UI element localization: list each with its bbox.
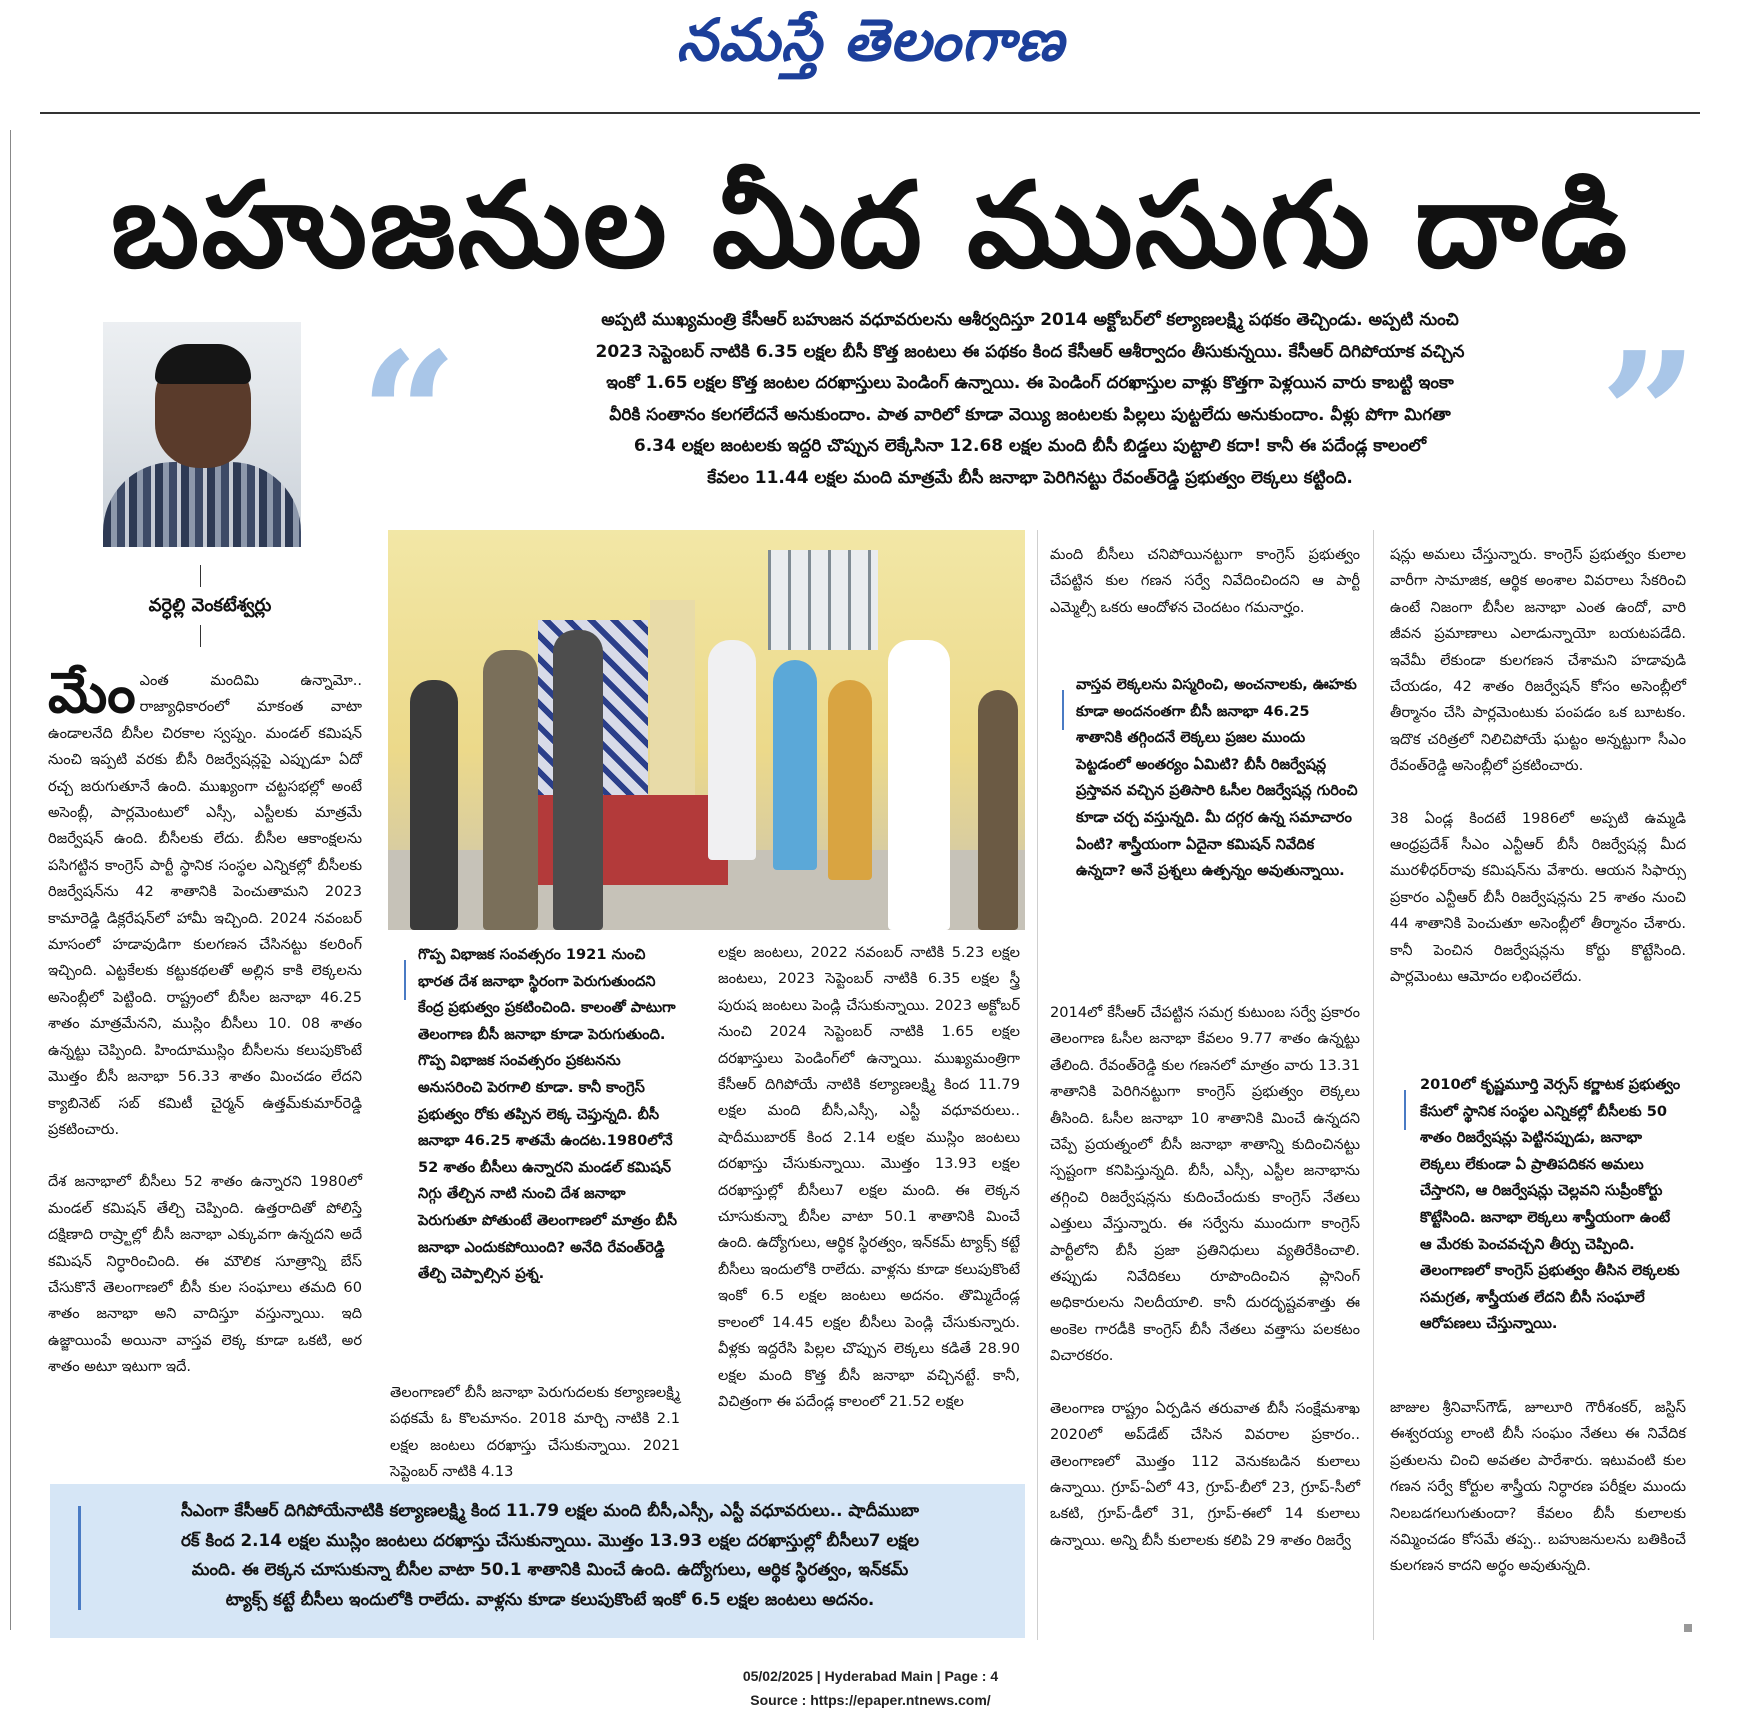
lead-quote-line: అప్పటి ముఖ్యమంత్రి కేసీఆర్ బహుజన వధూవరులను ఆశీర్వదిస్తూ 2014 అక్టోబర్‌లో కల్యాణలక్ష్మి పథకం తెచ్చిండు. అప్పటి నుంచి (601, 310, 1459, 330)
highlight-line: ట్యాక్స్ కట్టే బీసీలు ఇందులోకి రాలేదు. వాళ్లను కూడా కలుపుకొంటే ఇంకో 6.5 లక్షల జంటలు అదనం. (225, 1588, 875, 1609)
masthead (0, 0, 1741, 95)
open-quote-icon: “ (360, 315, 458, 515)
pull-quote-bar (404, 960, 406, 1000)
page-end-mark (1684, 1624, 1692, 1632)
article-column-5-lower (1390, 1395, 1686, 1606)
highlight-line: సీఎంగా కేసీఆర్ దిగిపోయేనాటికి కల్యాణలక్ష్మి కింద 11.79 లక్షల మంది బీసీ,ఎస్సీ, ఎస్టీ వధూవరులు.. షాదీముబా (181, 1500, 919, 1520)
pull-quote-bar (1062, 690, 1064, 730)
highlight-line: రక్ కింద 2.14 లక్షల ముస్లిం జంటలు దరఖాస్తు చేసుకున్నాయి. మొత్తం 13.93 లక్షల దరఖాస్తుల్లో బీసీలు7 లక్షల (180, 1529, 920, 1550)
pull-quote-bar (1404, 1090, 1406, 1130)
body-paragraph: దేశ జనాభాలో బీసీలు 52 శాతం ఉన్నారని 1980లో మండల్ కమిషన్ తేల్చి చెప్పింది. ఉత్తరాదితో పోలిస్తే దక్షిణాది రాష్ర్టాల్లో బీసీ జనాభా ఎక్కువగా ఉన్నదని అదే కమిషన్ నిర్ధారించింది. ఈ మౌలిక సూత్రాన్ని బేస్ చేసుకొనే తెలంగాణలో బీసీ కుల సంఘాలు తమది 60 శాతం జనాభా అని వాదిస్తూ వస్తున్నాయి. ఇది ఉజ్జాయింపే అయినా వాస్తవ లెక్క కూడా ఒకటి, అర శాతం అటూ ఇటుగా ఇదే. (48, 1173, 362, 1376)
column-divider (1373, 530, 1374, 1640)
newspaper-logo: నమస్తే తెలంగాణ (676, 6, 1065, 74)
body-paragraph: తెలంగాణ రాష్ట్రం ఏర్పడిన తరువాత బీసీ సంక్షేమశాఖ 2020లో అప్‌డేట్ చేసిన వివరాల ప్రకారం.. తెలంగాణలో మొత్తం 112 వెనుకబడిన కులాలు ఉన్నాయి. గ్రూప్-ఏలో 43, గ్రూప్-బీలో 23, గ్రూప్-సీలో ఒకటి, గ్రూప్-డీలో 31, గ్రూప్-ఈలో 14 కులాలు ఉన్నాయి. అన్ని బీసీ కులాలకు కలిపి 29 శాతం రిజర్వే (1050, 1399, 1360, 1549)
article-column-4-lower (1050, 1000, 1360, 1580)
masthead-divider (40, 112, 1700, 114)
article-column-4 (1050, 542, 1360, 647)
drop-cap: మేం (48, 660, 136, 726)
page-left-border (10, 130, 11, 1630)
close-quote-icon: ” (1600, 315, 1698, 515)
highlight-bar (78, 1506, 81, 1610)
body-paragraph: మంది బీసీలు చనిపోయినట్టుగా కాంగ్రెస్ ప్రభుత్వం చేపట్టిన కుల గణన సర్వే నివేదించిందని ఆ పార్టీ ఎమ్మెల్సీ ఒకరు ఆందోళన చెందటం గమనార్హం. (1050, 546, 1360, 616)
pull-quote: 2010లో కృష్ణమూర్తి వెర్సస్ కర్ణాటక ప్రభుత్వం కేసులో స్థానిక సంస్థల ఎన్నికల్లో బీసీలకు 50 శాతం రిజర్వేషన్లు పెట్టినప్పుడు, జనాభా లెక్కలు లేకుండా ఏ ప్రాతిపదికన అమలు చేస్తారని, ఆ రిజర్వేషన్లు చెల్లవని సుప్రీంకోర్టు కొట్టేసింది. జనాభా లెక్కలు శాస్త్రీయంగా ఉంటే ఆ మేరకు పెంచవచ్చని తీర్పు చెప్పింది. తెలంగాణలో కాంగ్రెస్ ప్రభుత్వం తీసిన లెక్కలకు సమగ్రత, శాస్త్రీయత లేదని బీసీ సంఘాలే ఆరోపణలు చేస్తున్నాయి. (1420, 1076, 1681, 1333)
paragraph-text: ఎంత మందిమి ఉన్నామో.. రాజ్యాధికారంలో మాకంత వాటా ఉండాలనేది బీసీల చిరకాల స్వప్నం. మండల్ కమిషన్ నుంచి ఇప్పటి వరకు బీసీ రిజర్వేషన్లపై ఎప్పుడూ ఏదో రచ్చ జరుగుతూనే ఉంది. ముఖ్యంగా చట్టసభల్లో అంటే అసెంబ్లీ, పార్లమెంటులో ఎస్సీ, ఎస్టీలకు మాత్రమే రిజర్వేషన్ ఉంది. బీసీలకు లేదు. బీసీల ఆకాంక్షలను పసిగట్టిన కాంగ్రెస్ పార్టీ స్థానిక సంస్థల ఎన్నికల్లో బీసీలకు రిజర్వేషన్‌ను 42 శాతానికి పెంచుతామని 2023 కామారెడ్డి డిక్లరేషన్‌లో హామీ ఇచ్చింది. 2024 నవంబర్ మాసంలో హడావుడిగా కులగణన చేసినట్టు కలరింగ్ ఇచ్చింది. ఎట్టకేలకు కట్టుకథలతో అల్లిన కాకి లెక్కలను అసెంబ్లీలో పెట్టింది. రాష్ట్రంలో బీసీల జనాభా 46.25 శాతం మాత్రమేనని, ముస్లిం బీసీలు 10. 08 శాతం ఉన్నట్టు చెప్పింది. హిందూముస్లిం బీసీలను కలుపుకొంటే మొత్తం బీసీ జనాభా 56.33 శాతం మించడం లేదని క్యాబినెట్ సబ్ కమిటీ చైర్మన్ ఉత్తమ్‌కుమార్‌రెడ్డి ప్రకటించారు. (48, 672, 362, 1138)
byline-divider (200, 625, 201, 647)
lead-quote (470, 305, 1590, 494)
source-link[interactable]: Source : https://epaper.ntnews.com/ (750, 1692, 991, 1708)
byline-divider (200, 565, 201, 587)
lead-quote-line: 2023 సెప్టెంబర్ నాటికి 6.35 లక్షల బీసీ కొత్త జంటలు ఈ పథకం కింద కేసీఆర్ ఆశీర్వాదం తీసుకున్నయి. కేసీఆర్ దిగిపోయాక వచ్చిన (595, 341, 1465, 362)
article-column-3 (718, 940, 1020, 1441)
body-paragraph: షన్లు అమలు చేస్తున్నారు. కాంగ్రెస్ ప్రభుత్వం కులాల వారీగా సామాజిక, ఆర్థిక అంశాల వివరాలు సేకరించి ఉంటే నిజంగా బీసీల జనాభా ఎంత ఉందో, వారి జీవన ప్రమాణాలు ఎలాడున్నాయో బయటపడేది. ఇవేమీ లేకుండా కులగణన చేశామని హడావుడి చేయడం, 42 శాతం రిజర్వేషన్ కోసం అసెంబ్లీలో తీర్మానం చేసి పార్లమెంటుకు పంపడం ఒక బూటకం. ఇదొక చరిత్రలో నిలిచిపోయే ఘట్టం అన్నట్టుగా సీఎం రేవంత్‌రెడ్డి అసెంబ్లీలో ప్రకటించారు. (1390, 546, 1686, 775)
article-column-1 (48, 660, 362, 1407)
body-paragraph: జాజుల శ్రీనివాస్‌గౌడ్, జూలూరి గౌరీశంకర్, జస్టిస్ ఈశ్వరయ్య లాంటి బీసీ సంఘం నేతలు ఈ నివేదిక ప్రతులను చించి అవతల పారేశారు. ఇటువంటి కుల గణన సర్వే కోర్టుల శాస్త్రీయ నిర్ధారణ పరీక్షల ముందు నిలబడగలుగుతుందా? కేవలం బీసీ కులాలకు నమ్మించడం కోసమే తప్ప.. బహుజనులను బతికించే కులగణన కాదని అర్థం అవుతున్నది. (1390, 1399, 1686, 1575)
author-photo (103, 322, 301, 547)
pull-quote: వాస్తవ లెక్కలను విస్మరించి, అంచనాలకు, ఊహకు కూడా అందనంతగా బీసీ జనాభా 46.25 శాతానికి తగ్గిందనే లెక్కలు ప్రజల ముందు పెట్టడంలో అంతర్యం ఏమిటి? బీసీ రిజర్వేషన్ల ప్రస్తావన వచ్చిన ప్రతిసారి ఓసీల రిజర్వేషన్ల గురించి కూడా చర్చ వస్తున్నది. మీ దగ్గర ఉన్న సమాచారం ఏంటి? శాస్త్రీయంగా ఏదైనా కమిషన్ నివేదిక ఉన్నదా? అనే ప్రశ్నలు ఉత్పన్నం అవుతున్నాయి. (1076, 676, 1358, 880)
lead-quote-line: 6.34 లక్షల జంటలకు ఇద్దరి చొప్పున లెక్కేసినా 12.68 లక్షల మంది బీసీ బిడ్డలు పుట్టాలి కదా! కానీ ఈ పదేండ్ల కాలంలో (633, 436, 1427, 456)
body-paragraph: తెలంగాణలో బీసీ జనాభా పెరుగుదలకు కల్యాణలక్ష్మి పథకమే ఓ కొలమానం. 2018 మార్చి నాటికి 2.1 లక్షల జంటలు దరఖాస్తు చేసుకున్నాయి. 2021 సెప్టెంబర్ నాటికి 4.13 (390, 1384, 680, 1481)
article-headline: బహుజనుల మీద ముసుగు దాడి (110, 156, 1630, 294)
highlight-text (110, 1496, 990, 1614)
body-paragraph (48, 660, 362, 1143)
article-column-5 (1390, 542, 1686, 1017)
body-paragraph: లక్షల జంటలు, 2022 నవంబర్ నాటికి 5.23 లక్షల జంటలు, 2023 సెప్టెంబర్ నాటికి 6.35 లక్షల స్త్రీ పురుష జంటలు పెండ్లి చేసుకున్నాయి. 2023 అక్టోబర్ నుంచి 2024 సెప్టెంబర్ నాటికి 1.65 లక్షల దరఖాస్తులు పెండింగ్‌లో ఉన్నాయి. ముఖ్యమంత్రిగా కేసీఆర్ దిగిపోయే నాటికి కల్యాణలక్ష్మి కింద 11.79 లక్షల మంది బీసీ,ఎస్సీ, ఎస్టీ వధూవరులు.. షాదీముబారక్ కింద 2.14 లక్షల ముస్లిం జంటలు దరఖాస్తు చేసుకున్నాయి. మొత్తం 13.93 లక్షల దరఖాస్తుల్లో బీసీలు7 లక్షల మంది. ఈ లెక్కన చూసుకున్నా బీసీల వాటా 50.1 శాతానికి మించే ఉంది. ఉద్యోగులు, ఆర్థిక స్థిరత్వం, ఇన్‌కమ్ ట్యాక్స్ కట్టే బీసీలు ఇందులోకి రాలేదు. వాళ్లను కూడా కలుపుకొంటే ఇంకో 6.5 లక్షల జంటలు అదనం. తొమ్మిదేండ్ల కాలంలో 14.45 లక్షల బీసీలు పెండ్లి చేసుకున్నారు. వీళ్లకు ఇద్దరేసి పిల్లల చొప్పున లెక్కలు కడితే 28.90 లక్షల మంది కొత్త బీసీ జనాభా వచ్చినట్టే. కానీ, విచిత్రంగా ఈ పదేండ్ల కాలంలో 21.52 లక్షల (718, 944, 1020, 1410)
pull-quote: గొప్ప విభాజక సంవత్సరం 1921 నుంచి భారత దేశ జనాభా స్థిరంగా పెరుగుతుందని కేంద్ర ప్రభుత్వం ప్రకటించింది. కాలంతో పాటుగా తెలంగాణ బీసీ జనాభా కూడా పెరుగుతుంది. గొప్ప విభాజక సంవత్సరం ప్రకటనను అనుసరించి పెరగాలి కూడా. కానీ కాంగ్రెస్ ప్రభుత్వం రోకు తప్పిన లెక్క చెప్తున్నది. బీసీ జనాభా 46.25 శాతమే ఉందట.1980లోనే 52 శాతం బీసీలు ఉన్నారని మండల్ కమిషన్ నిగ్గు తేల్చిన నాటి నుంచి దేశ జనాభా పెరుగుతూ పోతుంటే తెలంగాణలో మాత్రం బీసీ జనాభా ఎందుకపోయింది? అనేది రేవంత్‌రెడ్డి తేల్చి చెప్పాల్సిన ప్రశ్న. (418, 946, 677, 1283)
lead-quote-line: ఇంకో 1.65 లక్షల కొత్త జంటల దరఖాస్తులు పెండింగ్ ఉన్నాయి. ఈ పెండింగ్ దరఖాస్తుల వాళ్లు కొత్తగా పెళ్లయిన వారు కాబట్టి ఇంకా (606, 373, 1454, 393)
lead-quote-line: వీరికి సంతానం కలగలేదనే అనుకుందాం. పాత వారిలో కూడా వెయ్యి జంటలకు పిల్లలు పుట్టలేదు అనుకుందాం. వీళ్లు పోగా మిగతా (609, 404, 1451, 425)
body-paragraph: 2014లో కేసీఆర్ చేపట్టిన సమగ్ర కుటుంబ సర్వే ప్రకారం తెలంగాణ ఓసీల జనాభా కేవలం 9.77 శాతం ఉన్నట్టు తేలింది. రేవంత్‌రెడ్డి కుల గణనలో మాత్రం వారు 13.31 శాతానికి పెరిగినట్టుగా కాంగ్రెస్ ప్రభుత్వం లెక్కలు తీసింది. ఓసీల జనాభా 10 శాతానికి మించే ఉన్నదని చెప్పే ప్రయత్నంలో బీసీ జనాభా శాతాన్ని కుదించినట్టు స్పష్టంగా కనిపిస్తున్నది. బీసీ, ఎస్సీ, ఎస్టీల జనాభాను తగ్గించి రిజర్వేషన్లను కుదించేందుకు కాంగ్రెస్ నేతలు ఎత్తులు వేస్తున్నారు. ఈ సర్వేను ముందుగా కాంగ్రెస్ పార్టీలోని బీసీ ప్రజా ప్రతినిధులు వ్యతిరేకించాలి. తప్పుడు నివేదికలు రూపొందించిన ప్లానింగ్ అధికారులను నిలదీయాలి. కానీ దురదృష్టవశాత్తు ఈ అంకెల గారడీకి కాంగ్రెస్ బీసీ నేతలు వత్తాసు పలకటం విచారకరం. (1050, 1004, 1360, 1365)
column-divider (1037, 530, 1038, 1640)
lead-quote-line: కేవలం 11.44 లక్షల మంది మాత్రమే బీసీ జనాభా పెరిగినట్టు రేవంత్‌రెడ్డి ప్రభుత్వం లెక్కలు కట్టింది. (707, 467, 1353, 488)
body-paragraph: 38 ఏండ్ల కిందటే 1986లో అప్పటి ఉమ్మడి ఆంధ్రప్రదేశ్ సీఎం ఎన్టీఆర్ బీసీ రిజర్వేషన్ల మీద మురళీధర్‌రావు కమిషన్‌ను వేశారు. ఆయన సిఫార్సు ప్రకారం ఎన్టీఆర్ బీసీ రిజర్వేషన్లను 25 శాతం నుంచి 44 శాతానికి పెంచుతూ అసెంబ్లీలో తీర్మానం చేశారు. కానీ పెంచిన రిజర్వేషన్లను కోర్టు కొట్టేసింది. పార్లమెంటు ఆమోదం లభించలేదు. (1390, 809, 1686, 986)
edition-info: 05/02/2025 | Hyderabad Main | Page : 4 (742, 1668, 999, 1684)
news-photo (388, 530, 1025, 930)
author-byline: వర్ధెల్లి వెంకటేశ్వర్లు (148, 595, 272, 616)
highlight-line: మంది. ఈ లెక్కన చూసుకున్నా బీసీల వాటా 50.1 శాతానికి మించే ఉంది. ఉద్యోగులు, ఆర్థిక స్థిరత్వం, ఇన్‌కమ్ (191, 1559, 909, 1580)
